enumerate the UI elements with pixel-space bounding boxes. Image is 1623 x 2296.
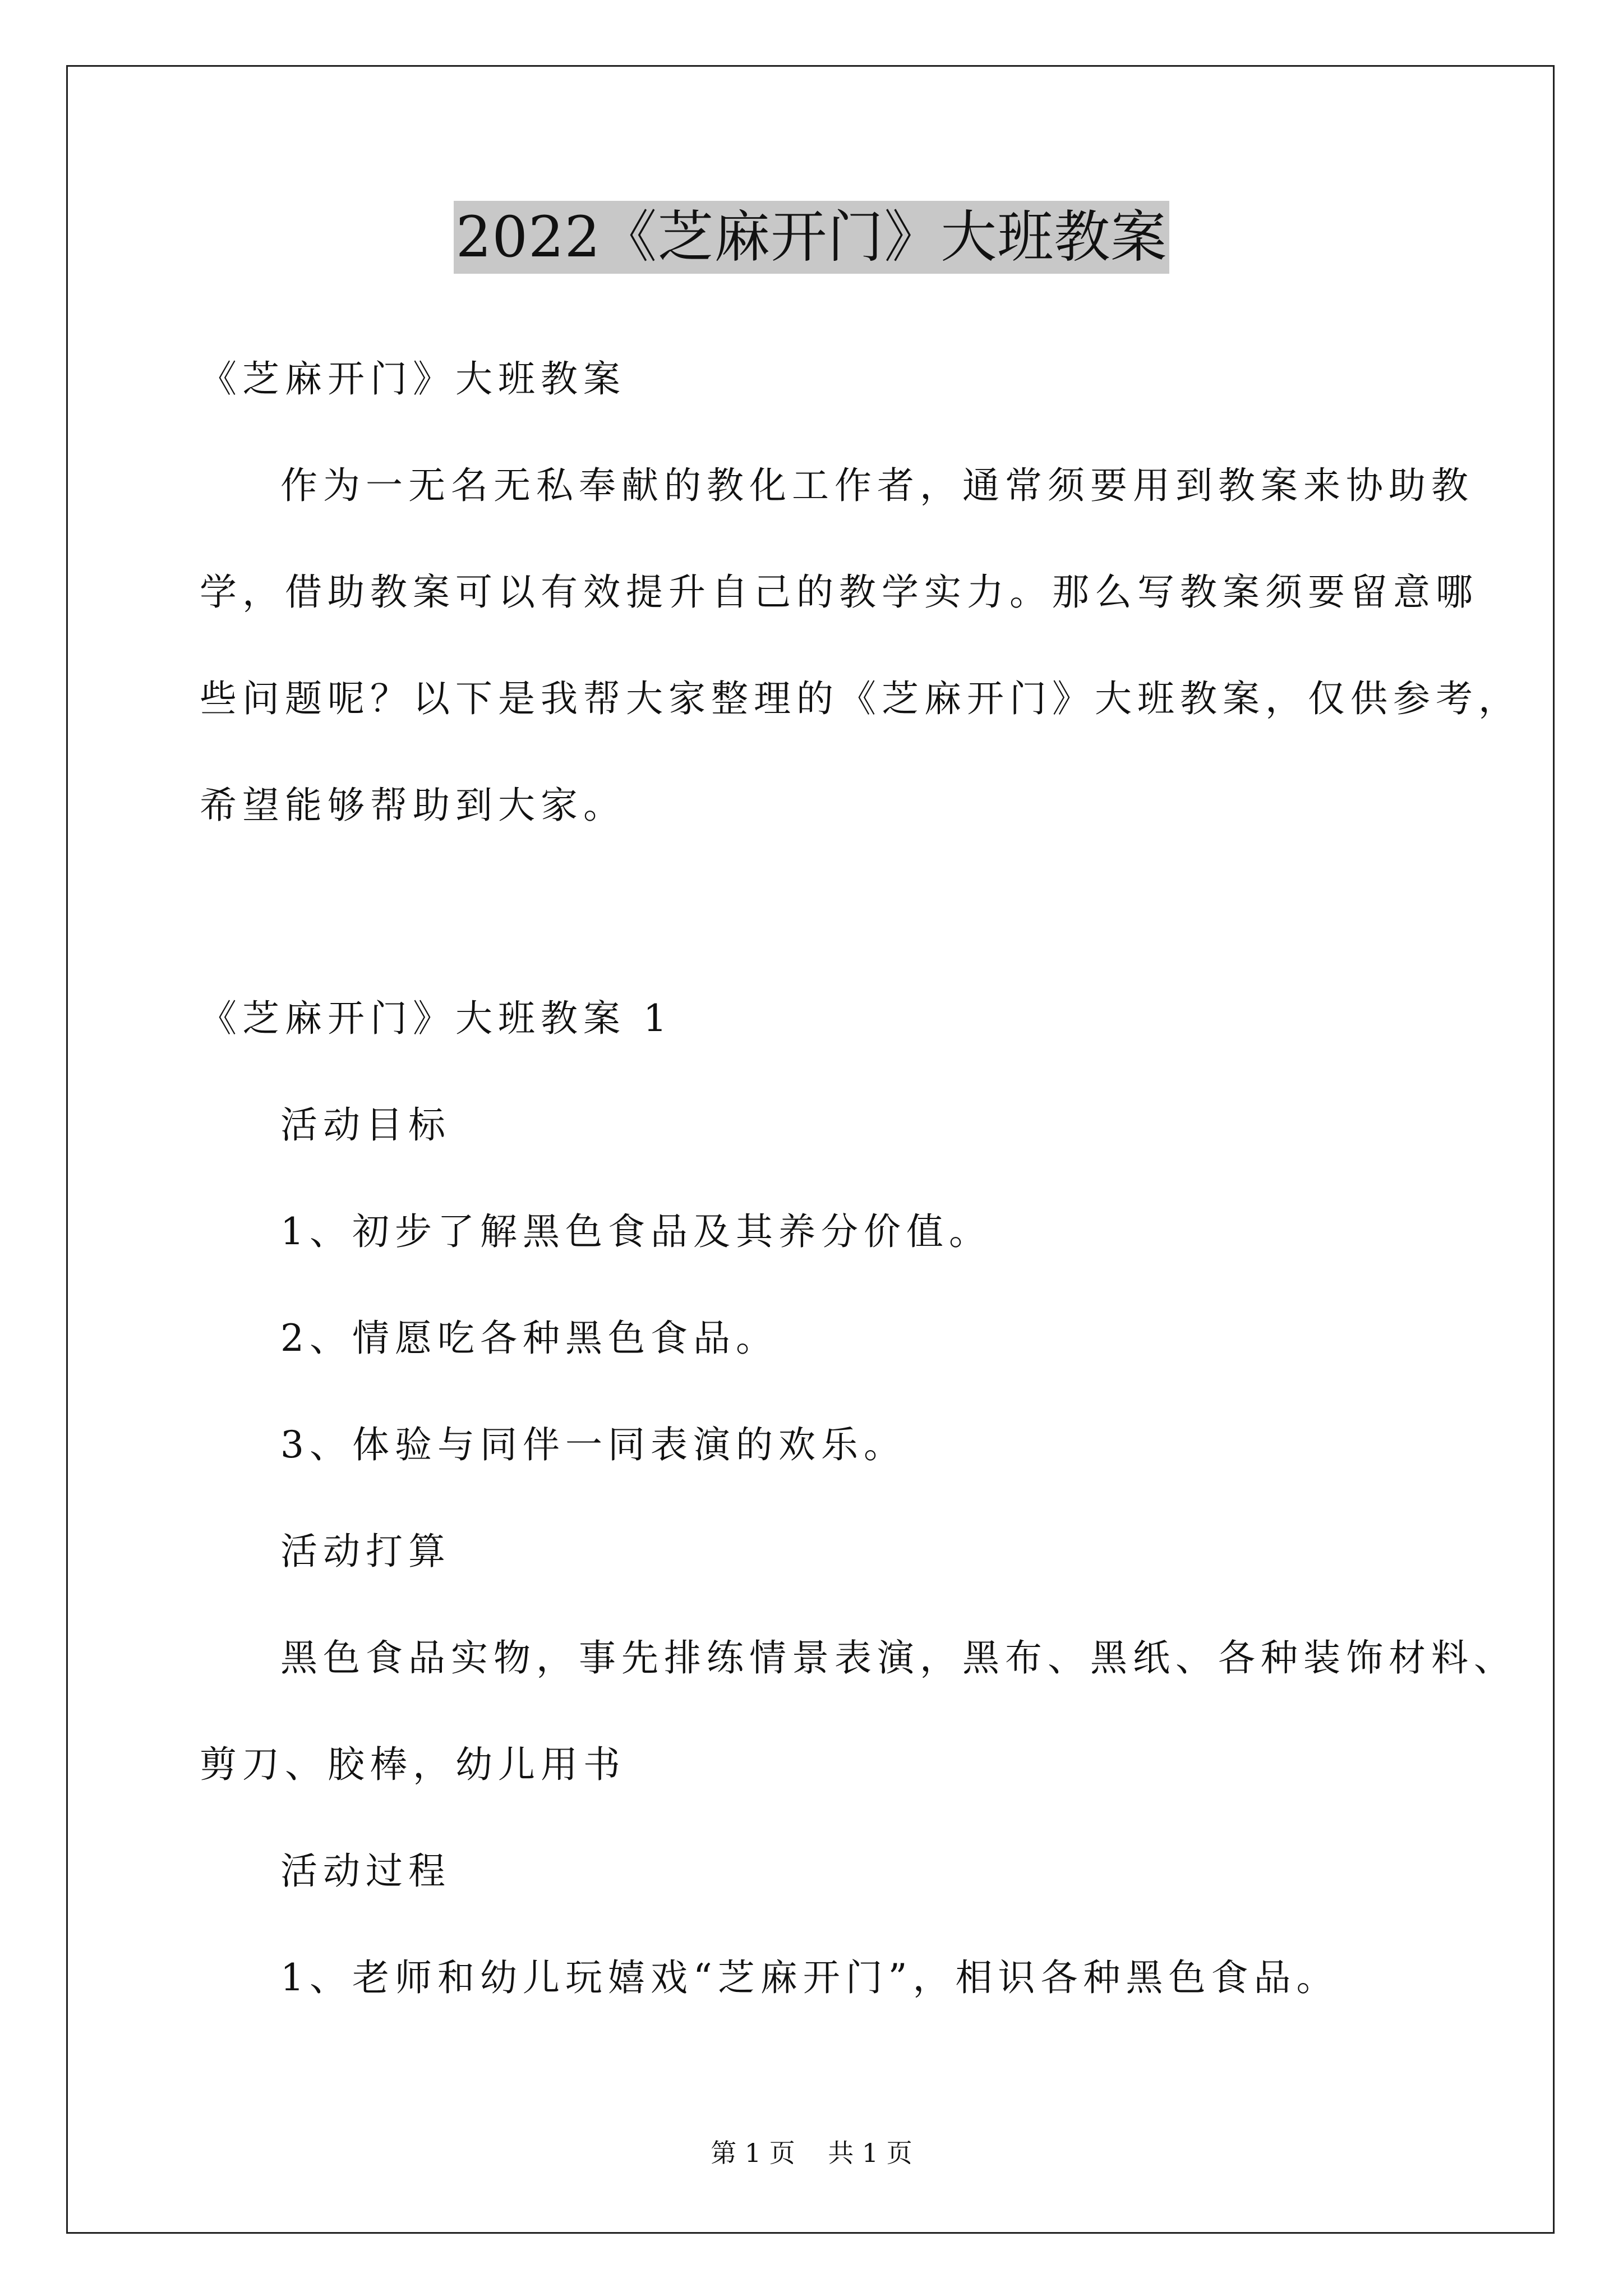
goal-item-3: 3、体验与同伴一同表演的欢乐。	[280, 1423, 906, 1466]
goal-heading: 活动目标	[280, 1103, 451, 1147]
prep-line-1: 黑色食品实物，事先排练情景表演，黑布、黑纸、各种装饰材料、	[280, 1636, 1516, 1680]
intro-line-1: 作为一无名无私奉献的教化工作者，通常须要用到教案来协助教	[280, 464, 1474, 507]
document-title: 2022《芝麻开门》大班教案	[454, 201, 1170, 274]
intro-line-2: 学，借助教案可以有效提升自己的教学实力。那么写教案须要留意哪	[200, 570, 1478, 614]
document-subtitle: 《芝麻开门》大班教案	[200, 357, 626, 401]
intro-line-3: 些问题呢？以下是我帮大家整理的《芝麻开门》大班教案，仅供参考，	[200, 677, 1521, 720]
page-number-footer: 第 1 页 共 1 页	[711, 2138, 912, 2168]
process-item-1: 1、老师和幼儿玩嬉戏“芝麻开门”，相识各种黑色食品。	[280, 1956, 1339, 1999]
process-heading: 活动过程	[280, 1849, 451, 1893]
prep-line-2: 剪刀、胶棒，幼儿用书	[200, 1743, 626, 1786]
goal-item-1: 1、初步了解黑色食品及其养分价值。	[280, 1210, 992, 1253]
goal-item-2: 2、情愿吃各种黑色食品。	[280, 1317, 778, 1360]
intro-line-4: 希望能够帮助到大家。	[200, 784, 626, 827]
section-heading: 《芝麻开门》大班教案 1	[200, 997, 672, 1040]
prep-heading: 活动打算	[280, 1530, 451, 1573]
title-container	[0, 201, 1623, 274]
